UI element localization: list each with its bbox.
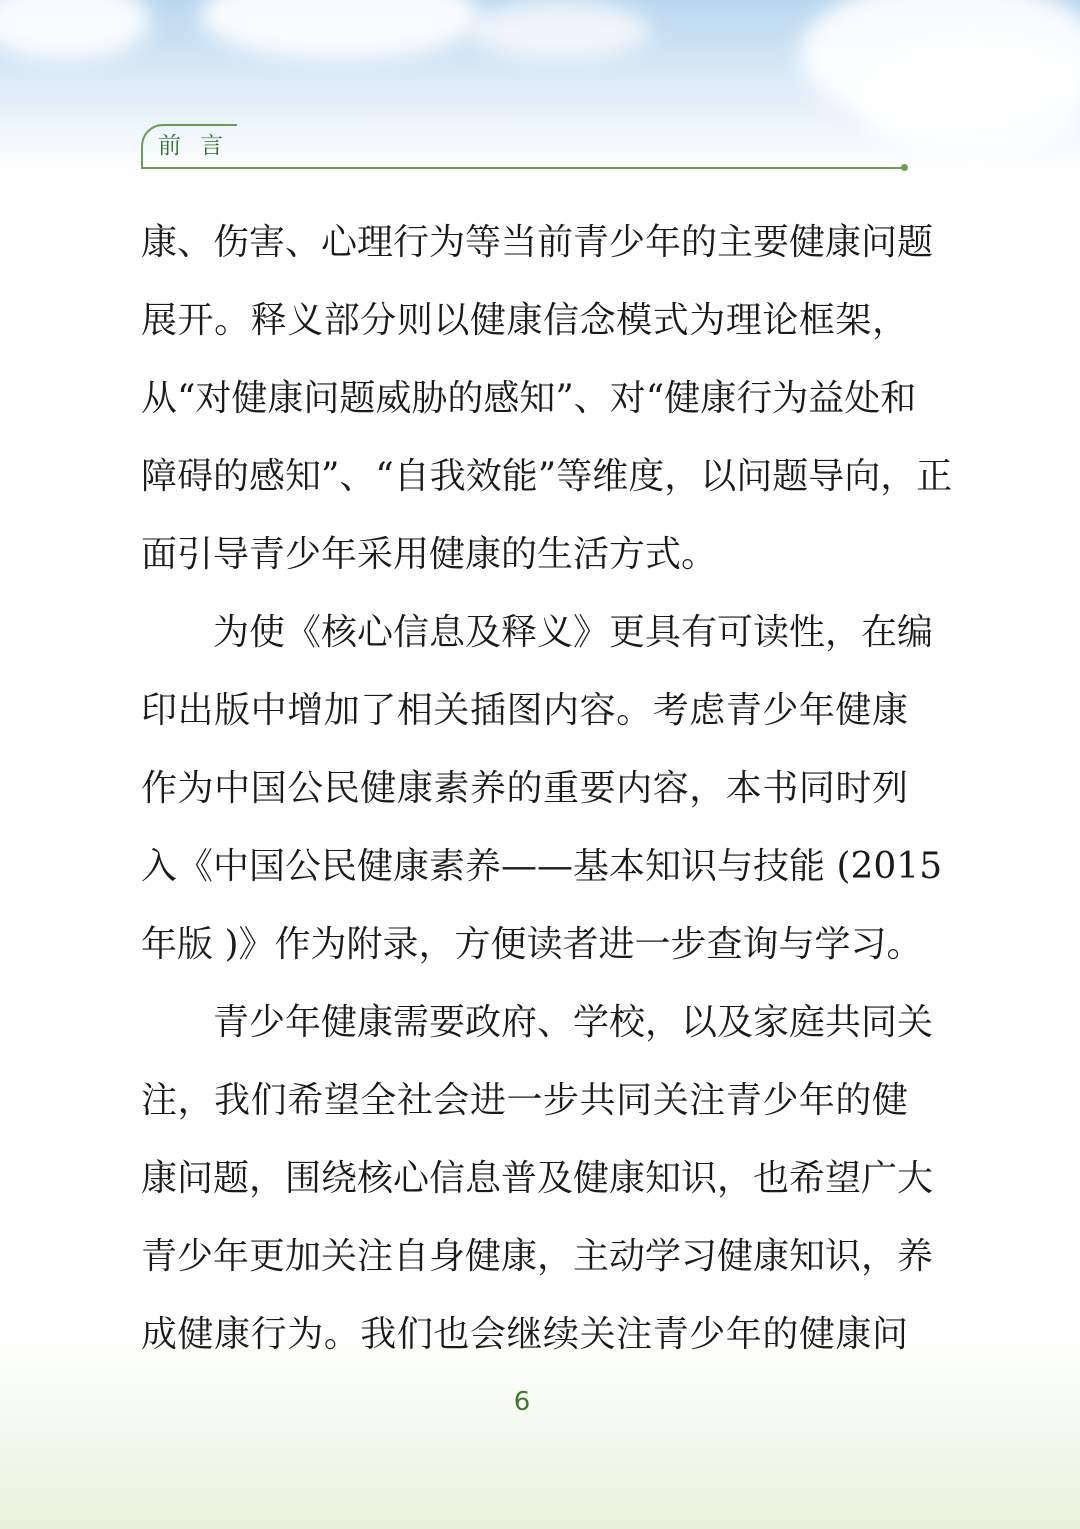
text-line: 为使《核心信息及释义》更具有可读性，在编	[213, 612, 934, 653]
header-rule-end-dot	[901, 164, 908, 171]
text-line: 康、伤害、心理行为等当前青少年的主要健康问题	[141, 222, 934, 263]
header-rule	[141, 167, 906, 169]
text-line: 障碍的感知”、“自我效能”等维度，以问题导向，正	[141, 456, 953, 497]
text-line: 青少年更加关注自身健康，主动学习健康知识，养	[141, 1236, 934, 1277]
text-line: 面引导青少年采用健康的生活方式。	[141, 534, 718, 575]
body-text	[141, 204, 953, 1374]
text-line: 成健康行为。我们也会继续关注青少年的健康问	[141, 1314, 908, 1355]
page-number: 6	[513, 1387, 531, 1417]
text-line: 入《中国公民健康素养——基本知识与技能 (2015	[141, 846, 943, 887]
text-line: 从“对健康问题威胁的感知”、对“健康行为益处和	[141, 378, 917, 419]
cloud-decoration	[470, 0, 650, 60]
section-title: 前言	[158, 133, 242, 159]
text-line: 展开。释义部分则以健康信念模式为理论框架，	[141, 300, 908, 341]
text-line: 印出版中增加了相关插图内容。考虑青少年健康	[141, 690, 908, 731]
text-line: 康问题，围绕核心信息普及健康知识，也希望广大	[141, 1158, 934, 1199]
text-line: 作为中国公民健康素养的重要内容，本书同时列	[141, 768, 908, 809]
text-line: 青少年健康需要政府、学校，以及家庭共同关	[213, 1002, 934, 1043]
text-line: 注，我们希望全社会进一步共同关注青少年的健	[141, 1080, 908, 1121]
cloud-decoration	[0, 0, 150, 60]
text-line: 年版 )》作为附录，方便读者进一步查询与学习。	[141, 924, 923, 965]
cloud-decoration	[200, 0, 480, 60]
cloud-decoration	[860, 40, 1080, 160]
